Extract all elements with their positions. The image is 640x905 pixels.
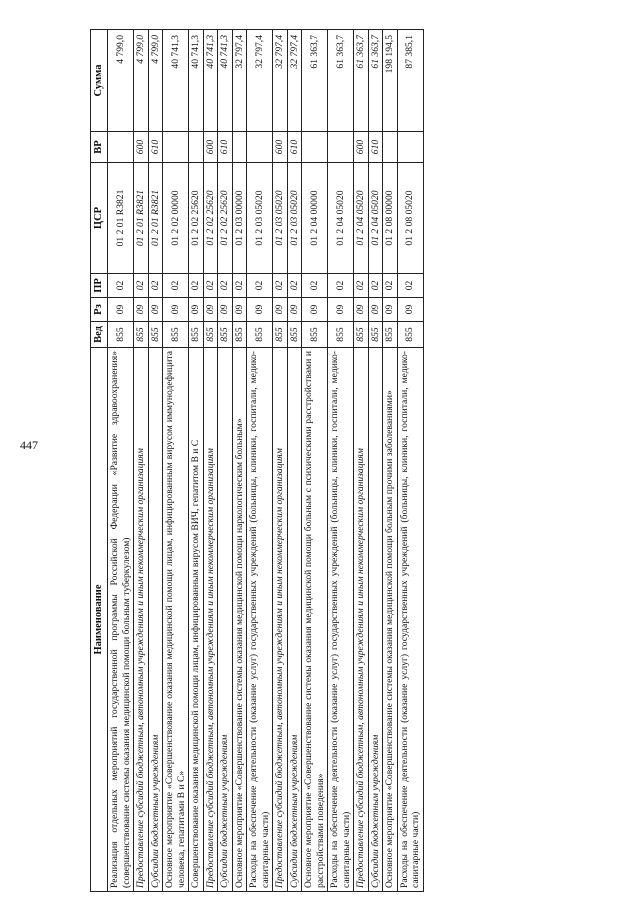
cell-vr <box>328 132 354 163</box>
cell-vr: 600 <box>354 132 369 163</box>
cell-vr <box>163 132 189 163</box>
cell-csr: 01 2 04 05020 <box>354 163 369 274</box>
cell-csr: 01 2 04 05020 <box>328 163 354 274</box>
table-header-row <box>91 30 108 892</box>
cell-name: Основное мероприятие «Совершенствование оказания медицинской помощи лицам, инфицированным вирусом иммунодефицита человека, гепатитами В и С» <box>163 348 189 892</box>
table-row <box>108 30 134 892</box>
cell-sum: 40 741,3 <box>189 30 204 132</box>
cell-ved: 855 <box>287 322 302 348</box>
table-row <box>302 30 328 892</box>
cell-sum: 32 797,4 <box>287 30 302 132</box>
cell-sum: 61 363,7 <box>302 30 328 132</box>
cell-ved: 855 <box>203 322 218 348</box>
cell-name: Совершенствование оказания медицинской помощи лицам, инфицированным вирусом ВИЧ, гепатитом В и С <box>189 348 204 892</box>
cell-vr: 600 <box>273 132 288 163</box>
cell-pr: 02 <box>397 274 423 298</box>
cell-rz: 09 <box>368 298 383 322</box>
cell-pr: 02 <box>328 274 354 298</box>
cell-sum: 61 363,7 <box>328 30 354 132</box>
cell-vr <box>302 132 328 163</box>
cell-rz: 09 <box>108 298 134 322</box>
cell-ved: 855 <box>232 322 247 348</box>
cell-pr: 02 <box>368 274 383 298</box>
cell-ved: 855 <box>108 322 134 348</box>
cell-csr: 01 2 01 R3821 <box>148 163 163 274</box>
table-row <box>397 30 423 892</box>
cell-pr: 02 <box>108 274 134 298</box>
cell-name: Предоставление субсидий бюджетным, автономным учреждениям и иным некоммерческим организациям <box>134 348 149 892</box>
table-row <box>328 30 354 892</box>
budget-table <box>90 29 424 892</box>
table-row <box>134 30 149 892</box>
page-number: 447 <box>20 438 38 452</box>
table-row <box>273 30 288 892</box>
cell-name: Расходы на обеспечение деятельности (оказание услуг) государственных учреждений (больницы, клиники, госпитали, медико-санитарные части) <box>247 348 273 892</box>
cell-csr: 01 2 03 05020 <box>287 163 302 274</box>
cell-sum: 32 797,4 <box>247 30 273 132</box>
cell-csr: 01 2 04 05020 <box>368 163 383 274</box>
cell-name: Основное мероприятие «Совершенствование системы оказания медицинской помощи больным прочими заболеваниями» <box>383 348 398 892</box>
cell-ved: 855 <box>134 322 149 348</box>
cell-vr: 610 <box>368 132 383 163</box>
cell-csr: 01 2 02 25620 <box>218 163 233 274</box>
cell-pr: 02 <box>163 274 189 298</box>
cell-sum: 198 194,5 <box>383 30 398 132</box>
cell-name: Расходы на обеспечение деятельности (оказание услуг) государственных учреждений (больницы, клиники, госпитали, медико-санитарные части) <box>328 348 354 892</box>
cell-vr: 610 <box>287 132 302 163</box>
cell-name: Основное мероприятие «Совершенствование системы оказания медицинской помощи больным с психическими расстройствами и расстройствами поведения» <box>302 348 328 892</box>
cell-name: Предоставление субсидий бюджетным, автономным учреждениям и иным некоммерческим организациям <box>354 348 369 892</box>
cell-ved: 855 <box>189 322 204 348</box>
table-row <box>354 30 369 892</box>
cell-ved: 855 <box>354 322 369 348</box>
table-row <box>163 30 189 892</box>
cell-name: Субсидии бюджетным учреждениям <box>148 348 163 892</box>
cell-csr: 01 2 03 05020 <box>273 163 288 274</box>
table-row <box>203 30 218 892</box>
cell-pr: 02 <box>287 274 302 298</box>
cell-pr: 02 <box>273 274 288 298</box>
cell-pr: 02 <box>189 274 204 298</box>
cell-ved: 855 <box>218 322 233 348</box>
header-vr: ВР <box>91 132 108 163</box>
table-row <box>247 30 273 892</box>
table-row <box>287 30 302 892</box>
cell-sum: 87 385,1 <box>397 30 423 132</box>
cell-rz: 09 <box>328 298 354 322</box>
cell-sum: 4 799,0 <box>148 30 163 132</box>
cell-vr: 600 <box>134 132 149 163</box>
cell-csr: 01 2 01 R3821 <box>108 163 134 274</box>
cell-vr: 600 <box>203 132 218 163</box>
cell-csr: 01 2 01 R3821 <box>134 163 149 274</box>
cell-ved: 855 <box>328 322 354 348</box>
cell-vr: 610 <box>218 132 233 163</box>
cell-pr: 02 <box>232 274 247 298</box>
cell-rz: 09 <box>134 298 149 322</box>
cell-sum: 32 797,4 <box>232 30 247 132</box>
cell-ved: 855 <box>368 322 383 348</box>
cell-sum: 40 741,3 <box>218 30 233 132</box>
cell-rz: 09 <box>247 298 273 322</box>
cell-rz: 09 <box>273 298 288 322</box>
cell-csr: 01 2 02 25620 <box>203 163 218 274</box>
cell-pr: 02 <box>302 274 328 298</box>
cell-pr: 02 <box>354 274 369 298</box>
cell-ved: 855 <box>148 322 163 348</box>
cell-name: Субсидии бюджетным учреждениям <box>368 348 383 892</box>
cell-rz: 09 <box>232 298 247 322</box>
cell-sum: 40 741,3 <box>163 30 189 132</box>
cell-name: Субсидии бюджетным учреждениям <box>218 348 233 892</box>
cell-ved: 855 <box>273 322 288 348</box>
header-csr: ЦСР <box>91 163 108 274</box>
cell-sum: 32 797,4 <box>273 30 288 132</box>
cell-pr: 02 <box>218 274 233 298</box>
cell-name: Предоставление субсидий бюджетным, автономным учреждениям и иным некоммерческим организациям <box>203 348 218 892</box>
cell-sum: 4 799,0 <box>134 30 149 132</box>
table-row <box>148 30 163 892</box>
table-row <box>368 30 383 892</box>
cell-rz: 09 <box>302 298 328 322</box>
cell-ved: 855 <box>397 322 423 348</box>
table-body <box>108 30 424 892</box>
table-row <box>232 30 247 892</box>
header-ved: Вед <box>91 322 108 348</box>
cell-rz: 09 <box>148 298 163 322</box>
cell-ved: 855 <box>302 322 328 348</box>
cell-rz: 09 <box>218 298 233 322</box>
cell-vr <box>108 132 134 163</box>
cell-sum: 40 741,3 <box>203 30 218 132</box>
header-sum: Сумма <box>91 30 108 132</box>
cell-ved: 855 <box>383 322 398 348</box>
header-rz: Рз <box>91 298 108 322</box>
cell-csr: 01 2 03 00000 <box>232 163 247 274</box>
cell-csr: 01 2 03 05020 <box>247 163 273 274</box>
cell-csr: 01 2 02 25620 <box>189 163 204 274</box>
cell-csr: 01 2 08 05020 <box>397 163 423 274</box>
cell-csr: 01 2 04 00000 <box>302 163 328 274</box>
cell-pr: 02 <box>383 274 398 298</box>
header-name: Наименование <box>91 348 108 892</box>
cell-pr: 02 <box>203 274 218 298</box>
cell-pr: 02 <box>134 274 149 298</box>
table-row <box>218 30 233 892</box>
cell-vr <box>247 132 273 163</box>
cell-sum: 61 363,7 <box>354 30 369 132</box>
cell-csr: 01 2 02 00000 <box>163 163 189 274</box>
cell-csr: 01 2 08 00000 <box>383 163 398 274</box>
cell-pr: 02 <box>148 274 163 298</box>
cell-vr <box>189 132 204 163</box>
cell-vr <box>397 132 423 163</box>
cell-pr: 02 <box>247 274 273 298</box>
cell-name: Основное мероприятие «Совершенствование системы оказания медицинской помощи наркологическим больным» <box>232 348 247 892</box>
cell-name: Реализация отдельных мероприятий государственной программы Российской Федерации «Развитие здравоохранения» (совершенствование системы оказания медицинской помощи больным туберкулезом) <box>108 348 134 892</box>
table-row <box>383 30 398 892</box>
cell-sum: 61 363,7 <box>368 30 383 132</box>
rotated-page-content <box>90 30 552 892</box>
header-pr: ПР <box>91 274 108 298</box>
cell-ved: 855 <box>163 322 189 348</box>
cell-name: Расходы на обеспечение деятельности (оказание услуг) государственных учреждений (больницы, клиники, госпитали, медико-санитарные части) <box>397 348 423 892</box>
cell-rz: 09 <box>354 298 369 322</box>
cell-vr <box>383 132 398 163</box>
cell-vr: 610 <box>148 132 163 163</box>
cell-rz: 09 <box>383 298 398 322</box>
cell-rz: 09 <box>287 298 302 322</box>
cell-ved: 855 <box>247 322 273 348</box>
cell-rz: 09 <box>203 298 218 322</box>
cell-name: Предоставление субсидий бюджетным, автономным учреждениям и иным некоммерческим организациям <box>273 348 288 892</box>
cell-rz: 09 <box>163 298 189 322</box>
cell-rz: 09 <box>189 298 204 322</box>
cell-name: Субсидии бюджетным учреждениям <box>287 348 302 892</box>
cell-rz: 09 <box>397 298 423 322</box>
cell-sum: 4 799,0 <box>108 30 134 132</box>
cell-vr <box>232 132 247 163</box>
table-row <box>189 30 204 892</box>
